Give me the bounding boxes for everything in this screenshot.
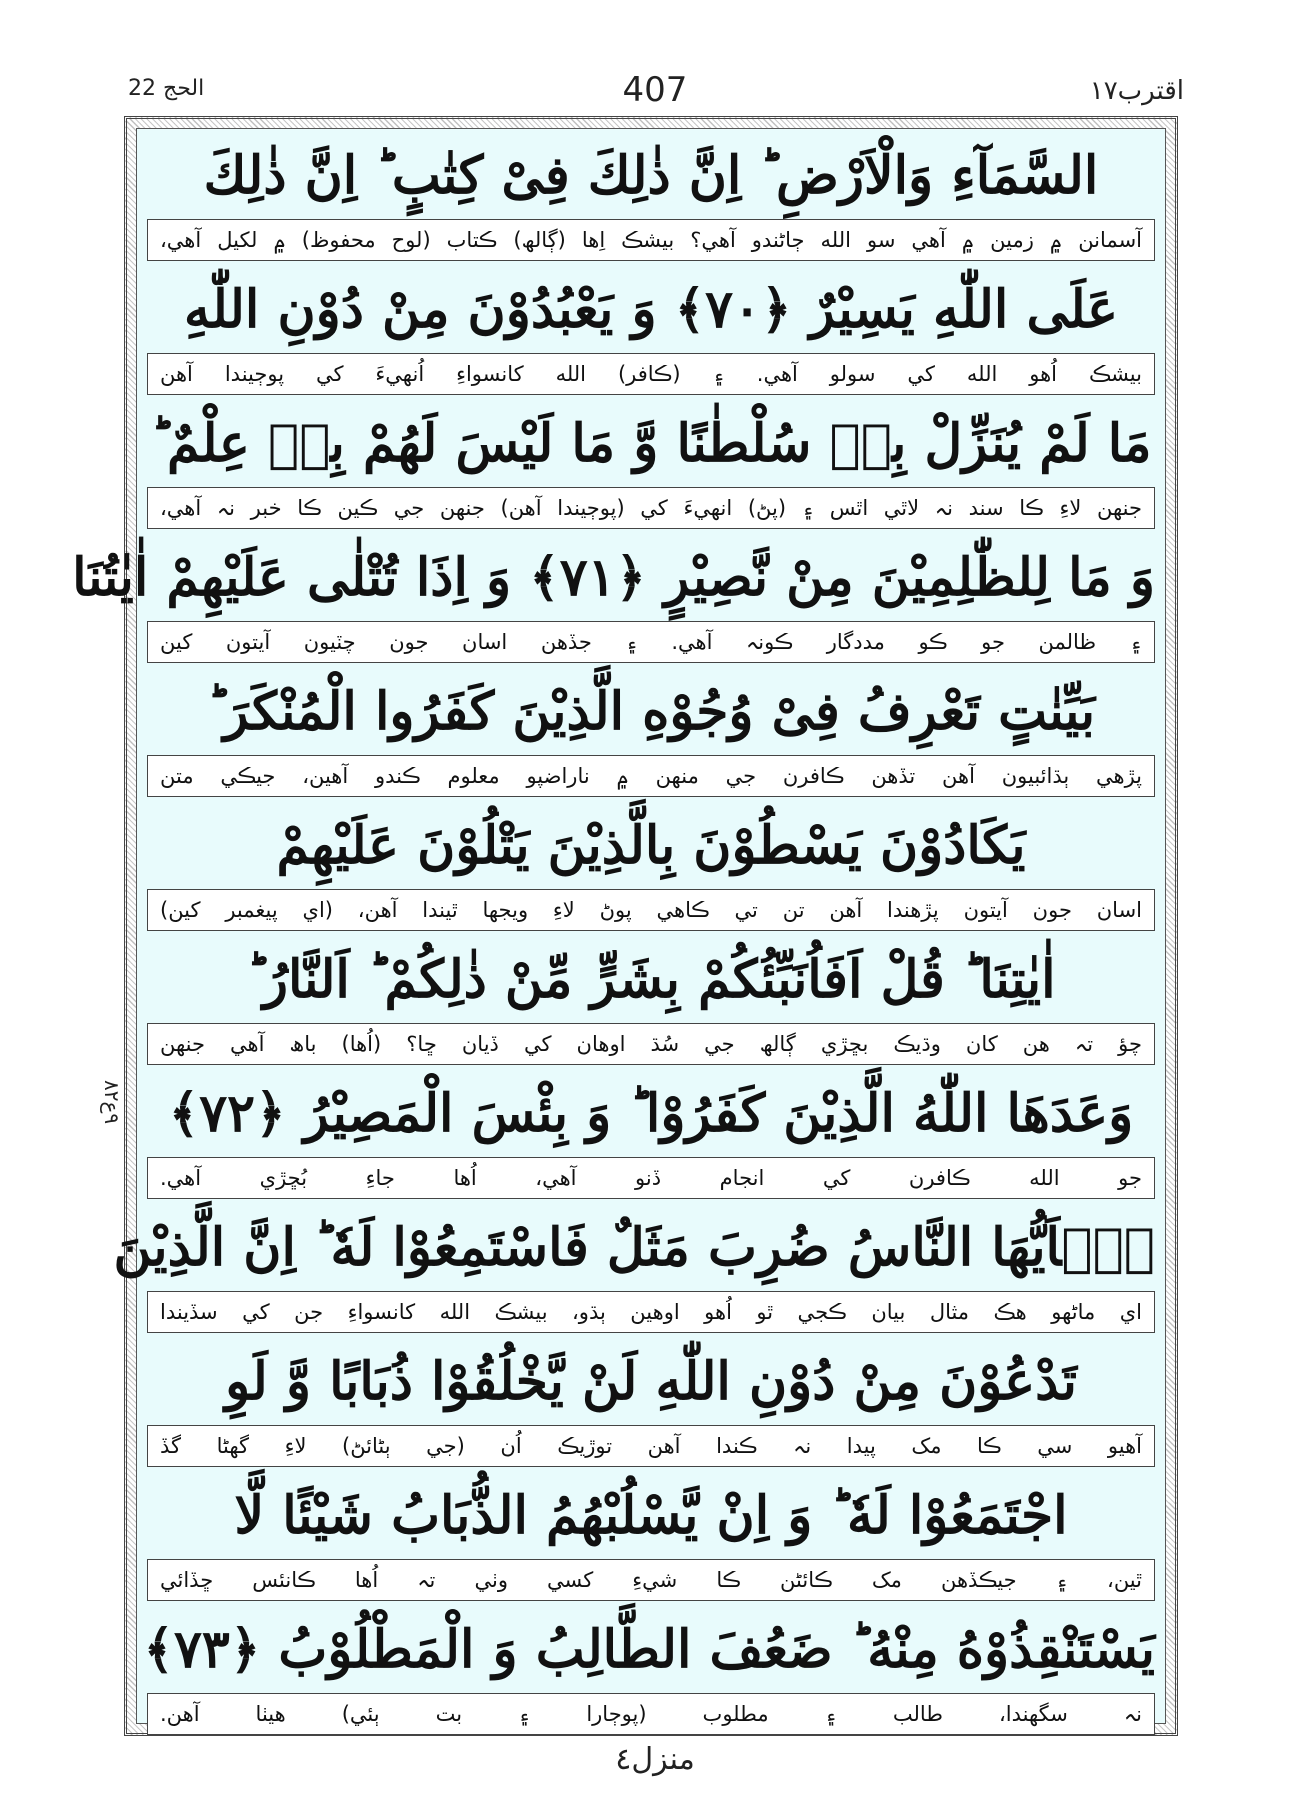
verse-block <box>147 1473 1155 1607</box>
verse-block <box>147 803 1155 937</box>
page-number: 407 <box>622 70 688 110</box>
arabic-line: السَّمَآءِ وَالْاَرْضِ ؕ اِنَّ ذٰلِكَ فِیْ كِتٰبٍ ؕ اِنَّ ذٰلِكَ <box>203 145 1099 206</box>
arabic-line: تَدْعُوْنَ مِنْ دُوْنِ اللّٰهِ لَنْ یَّخْلُقُوْا ذُبَابًا وَّ لَوِ <box>225 1351 1077 1412</box>
arabic-line: یَسْتَنْقِذُوْهُ مِنْهُ ؕ ضَعُفَ الطَّالِبُ وَ الْمَطْلُوْبُ ﴿۷۳﴾ <box>143 1619 1155 1680</box>
translation-line: بيشڪ اُهو الله کي سولو آهي. ۽ (ڪافر) الله کانسواءِ اُنهيءَ کي پوڄيندا آهن <box>147 353 1155 395</box>
translation-line: اسان جون آيتون پڙهندا آهن تن تي ڪاهي پوڻ لاءِ ويجها ٿيندا آهن، (اي پيغمبر کين) <box>147 889 1155 931</box>
verse-block <box>147 937 1155 1071</box>
verse-block <box>72 535 1155 669</box>
arabic-line: بَیِّنٰتٍ تَعْرِفُ فِیْ وُجُوْهِ الَّذِیْنَ كَفَرُوا الْمُنْكَرَ ؕ <box>206 681 1096 742</box>
verse-block <box>147 401 1155 535</box>
translation-line: جو الله ڪافرن کي انجام ڏنو آهي، اُها جاءِ بُڇڙي آهي. <box>147 1157 1155 1199</box>
translation-line: چؤ تہ ھن کان وڌيڪ بڇڙي ڳالھ جي سُڌ اوهان کي ڏيان ڇا؟ (اُھا) باھ آهي جنهن <box>147 1023 1155 1065</box>
arabic-line: اجْتَمَعُوْا لَهٗ ؕ وَ اِنْ یَّسْلُبْهُمُ الذُّبَابُ شَیْئًا لَّا <box>234 1485 1068 1546</box>
verse-block <box>147 1071 1155 1205</box>
verse-block <box>147 133 1155 267</box>
verse-block <box>147 669 1155 803</box>
translation-line: ۽ ظالمن جو ڪو مددگار ڪونہ آهي. ۽ جڏهن اسان جون چٽيون آيتون کين <box>147 621 1155 663</box>
manzil-footer: منزل٤ <box>615 1742 695 1777</box>
verse-block <box>147 267 1155 401</box>
verse-block <box>113 1205 1155 1339</box>
translation-line: ٿين، ۽ جيڪڏهن مک ڪائڻن ڪا شيءِ کسي وٺي تہ اُها ڪانئس ڇڏائي <box>147 1559 1155 1601</box>
arabic-line: یَكَادُوْنَ یَسْطُوْنَ بِالَّذِیْنَ یَتْلُوْنَ عَلَیْهِمْ <box>276 815 1026 876</box>
arabic-line: مَا لَمْ یُنَزِّلْ بِهٖ سُلْطٰنًا وَّ مَا لَیْسَ لَهُمْ بِهٖ عِلْمٌ ؕ <box>150 413 1152 474</box>
translation-line: جنهن لاءِ ڪا سند نہ لاٿي اٿس ۽ (پڻ) انهيءَ کي (پوڄيندا آهن) جنهن جي ڪين ڪا خبر نہ آهي، <box>147 487 1155 529</box>
surah-header: الحج 22 <box>128 76 205 101</box>
verse-block <box>143 1607 1155 1741</box>
translation-line: آسمانن ۾ زمين ۾ آهي سو الله ڄاڻندو آهي؟ بيشڪ اِها (ڳالھ) ڪتاب (لوح محفوظ) ۾ لکيل آهي، <box>147 219 1155 261</box>
verse-block <box>147 1339 1155 1473</box>
translation-line: پڙهي ٻڌائبيون آهن تڏهن ڪافرن جي منهن ۾ ناراضپو معلوم ڪندو آهين، جيڪي متن <box>147 755 1155 797</box>
arabic-line: وَعَدَهَا اللّٰهُ الَّذِیْنَ كَفَرُوْا ؕ وَ بِئْسَ الْمَصِیْرُ ﴿۷۲﴾ <box>168 1083 1134 1144</box>
arabic-line: اٰیٰتِنَا ؕ قُلْ اَفَاُنَبِّئُكُمْ بِشَرٍّ مِّنْ ذٰلِكُمْ ؕ اَلنَّارُ ؕ <box>246 949 1056 1010</box>
translation-line: آهيو سي ڪا مک پيدا نہ ڪندا آهن توڙيڪ اُن (جي ٻڻائڻ) لاءِ گهڻا گڏ <box>147 1425 1155 1467</box>
translation-line: نہ سگهندا، طالب ۽ مطلوب (پوڄارا ۽ بت ٻئي) هيٺا آهن. <box>147 1693 1155 1735</box>
arabic-line: یٰۤاَیُّهَا النَّاسُ ضُرِبَ مَثَلٌ فَاسْتَمِعُوْا لَهٗ ؕ اِنَّ الَّذِیْنَ <box>113 1217 1155 1278</box>
ruku-marker: ٩ع٨٢ <box>100 1080 124 1125</box>
translation-line: اي ماڻهو هڪ مثال بيان ڪجي ٿو اُهو اوهين ٻڌو، بيشڪ الله کانسواءِ جن کي سڏيندا <box>147 1291 1155 1333</box>
arabic-line: عَلَى اللّٰهِ یَسِیْرٌ ﴿۷۰﴾ وَ یَعْبُدُوْنَ مِنْ دُوْنِ اللّٰهِ <box>183 279 1119 340</box>
arabic-line: وَ مَا لِلظّٰلِمِیْنَ مِنْ نَّصِیْرٍ ﴿۷۱﴾ وَ اِذَا تُتْلٰى عَلَیْهِمْ اٰیٰتُنَا <box>72 547 1155 608</box>
juz-header: اقترب١٧ <box>1089 76 1184 106</box>
